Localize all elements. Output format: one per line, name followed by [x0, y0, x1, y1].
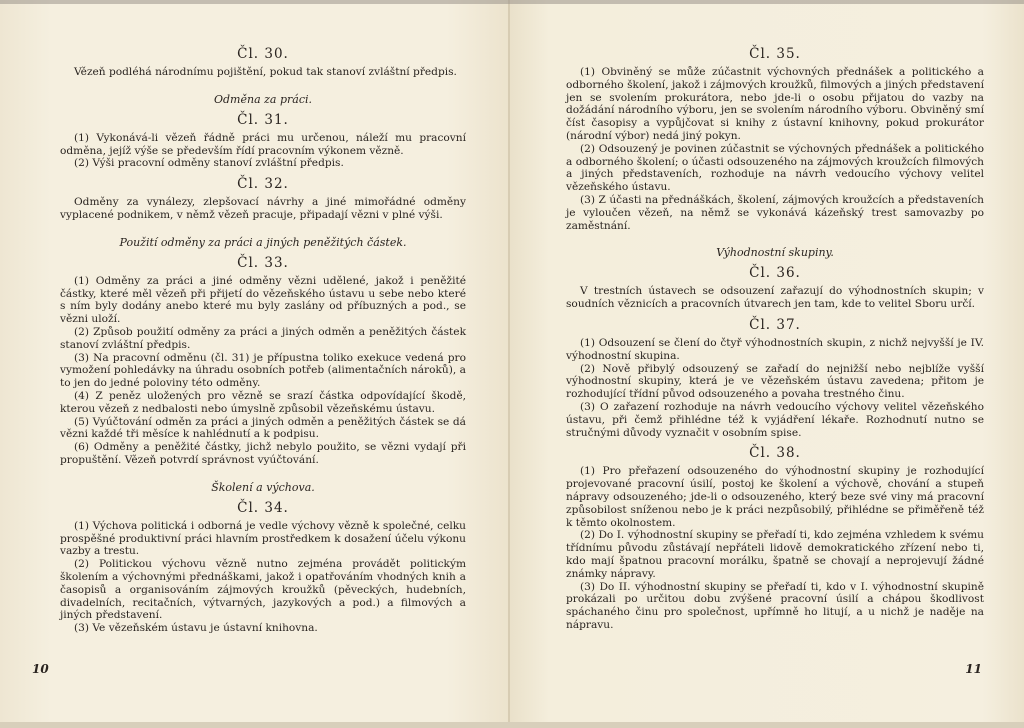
paragraph-number: (2) [580, 142, 599, 155]
paragraph [566, 194, 984, 232]
paragraph-text: Výši pracovní odměny stanoví zvláštní předpis. [92, 157, 344, 170]
paragraph-text: Vyúčtování odměn za práci a jiných odměn a peněžitých částek se dá vězni každé tři měsíce k nahlédnutí a k podpisu. [60, 415, 467, 441]
paragraph [566, 143, 984, 194]
section-heading: Školení a výchova. [211, 480, 315, 494]
article-number: Čl. 30. [237, 46, 289, 62]
paragraph-number: (1) [74, 131, 97, 144]
paragraph-text: Odměny za vynálezy, zlepšovací návrhy a jiné mimořádné odměny vyplacené podnikem, v němž vězeň pracuje, připadají vězni v plné výši. [60, 196, 466, 221]
paragraph-text: Obviněný se může zúčastnit výchovných přednášek a politického a odborného školení, jakož i zájmových kroužků, filmových a jiných představení jen se svolením prokurátora, nebo jde-li o osobu přijatou do vazby na dožádání národního výboru, jen se svolením národního výboru. Obviněný smí číst časopisy a vypůjčovat si knihy z ústavní knihovny, pokud prokurátor (národní výbor) nedá jiný pokyn. [566, 66, 984, 142]
paragraph-number: (2) [74, 157, 93, 170]
paragraph [60, 622, 466, 635]
paragraph-text: Z peněz uložených pro vězně se srazí částka odpovídající škodě, kterou vězeň z nedbalosti nebo úmyslně způsobil vězeňskému ústavu. [60, 389, 467, 415]
paragraph-text: Ve vězeňském ústavu je ústavní knihovna. [92, 622, 318, 635]
paragraph [60, 132, 466, 158]
paragraph [60, 196, 466, 222]
paragraph [566, 529, 984, 580]
paragraph-number: (1) [580, 465, 603, 478]
article-number: Čl. 37. [749, 316, 801, 333]
paragraph-number: (2) [74, 325, 94, 338]
paragraph-number: (2) [74, 558, 99, 571]
paragraph-number: (1) [74, 519, 93, 532]
paragraph-text: Výchova politická i odborná je vedle výchovy vězně k společné, celku prospěšné produktivní práci hlavním prostředkem k dosažení účelu výkonu vazby a trestu. [60, 519, 467, 558]
paragraph-text: Odměny za práci a jiné odměny vězni udělené, jakož i peněžité částky, které měl vězeň při přijetí do vězeňského ústavu u sebe nebo které s ním byly dodány anebo které mu byly zaslány od příbuzných a pod., se vězni uloží. [60, 274, 466, 326]
top-edge-shadow [0, 0, 1024, 4]
paragraph [566, 581, 984, 632]
paragraph-text: Vykonává-li vězeň řádně práci mu určenou, náleží mu pracovní odměna, jejíž výše se především řídí pracovním výkonem vězně. [60, 131, 466, 157]
paragraph-number: (2) [580, 529, 599, 542]
paragraph [60, 558, 466, 622]
paragraph [566, 285, 984, 311]
paragraph-text: Do II. výhodnostní skupiny se přeřadí ti, kdo v I. výhodnostní skupině prokázali po určitou dobu zvýšené pracovní úsilí a chápou škodlivost spáchaného činu pro společnost, upřímně ho litují, a u nichž je naděje na nápravu. [566, 580, 984, 631]
section-heading: Použití odměny za práci a jiných peněžitých částek. [119, 235, 407, 249]
left-page-body [60, 46, 466, 635]
right-page [508, 0, 1024, 728]
article-number: Čl. 35. [749, 46, 801, 62]
paragraph-text: Odsouzený je povinen zúčastnit se výchovných přednášek a politického a odborného školení; o účasti odsouzeného na zájmových kroužcích filmových a jiných představeních, rozhoduje na návrh vedoucího výchovy velitel vězeňského ústavu. [566, 142, 985, 194]
bottom-edge [0, 722, 1024, 728]
paragraph-text: Vězeň podléhá národnímu pojištění, pokud tak stanoví zvláštní předpis. [74, 66, 457, 78]
paragraph-text: O zařazení rozhoduje na návrh vedoucího výchovy velitel vězeňského ústavu, při čemž přihlédne též k vyjádření lékaře. Rozhodnutí nutno se stručnými důvody vyznačit v osobním spise. [566, 400, 985, 439]
paragraph [60, 326, 466, 352]
paragraph-number: (6) [74, 441, 94, 454]
paragraph-text: Pro přeřazení odsouzeného do výhodnostní skupiny je rozhodující projevované pracovní úsilí, postoj ke školení a výchově, chování a stupeň nápravy odsouzeného; jde-li o odsouzeného, který beze své viny má pracovní způsobilost sníženou nebo je k práci nezpůsobilý, přihlédne se přiměřeně též k těmto okolnostem. [566, 465, 985, 529]
paragraph-text: Z účasti na přednáškách, školení, zájmových kroužcích a představeních je vyloučen vězeň, na němž se vykonává kázeňský trest samovazby po zaměstnání. [566, 193, 984, 232]
paragraph [566, 401, 984, 439]
article-number: Čl. 31. [237, 111, 289, 128]
paragraph [60, 66, 466, 79]
paragraph-number: (3) [74, 351, 94, 364]
paragraph-number: (3) [580, 580, 600, 593]
paragraph-number: (2) [580, 362, 603, 375]
paragraph [60, 520, 466, 558]
paragraph [60, 352, 466, 390]
paragraph-number: (3) [580, 193, 599, 206]
paragraph-text: Způsob použití odměny za práci a jiných odměn a peněžitých částek stanoví zvláštní předpis. [60, 325, 466, 351]
paragraph-number: (3) [74, 622, 93, 635]
paragraph-number: (4) [74, 389, 96, 402]
page-number-right: 11 [965, 662, 982, 676]
section-heading: Odměna za práci. [213, 92, 313, 106]
paragraph-number: (3) [580, 400, 600, 413]
paragraph-text: V trestních ústavech se odsouzení zařazují do výhodnostních skupin; v soudních věznicích a pracovních útvarech jen tam, kde to velitel Sboru určí. [566, 285, 984, 311]
paragraph-number: (1) [580, 336, 599, 349]
paragraph-number: (5) [74, 415, 93, 428]
paragraph [60, 157, 466, 170]
paragraph-text: Odsouzení se člení do čtyř výhodnostních skupin, z nichž nejvyšší je IV. výhodnostní skupina. [566, 336, 985, 362]
paragraph [60, 416, 466, 442]
paragraph [566, 465, 984, 529]
article-number: Čl. 38. [749, 445, 801, 462]
paragraph-text: Do I. výhodnostní skupiny se přeřadí ti, kdo zejména vzhledem k svému třídnímu původu zůstávají nepřáteli lidově demokratického zřízení nebo ti, kdo mají špatnou pracovní morálku, špatně se chovají a neprojevují žádné známky nápravy. [566, 529, 984, 580]
article-number: Čl. 34. [237, 499, 289, 516]
article-number: Čl. 36. [749, 265, 801, 282]
paragraph [566, 337, 984, 363]
paragraph-text: Na pracovní odměnu (čl. 31) je přípustna toliko exekuce vedená pro vymožení pohledávky na úhradu osobních potřeb (alimentačních nároků), a to jen do jedné poloviny této odměny. [60, 351, 466, 390]
right-page-body [566, 46, 984, 632]
paragraph-text: Nově přibylý odsouzený se zařadí do nejnižší nebo nejblíže vyšší výhodnostní skupiny, která je ve vězeňském ústavu zavedena; přitom je rozhodující třídní původ odsouzeného a povaha trestného činu. [566, 362, 984, 401]
paragraph [566, 66, 984, 143]
book-gutter [508, 0, 510, 728]
page-number-left: 10 [32, 662, 49, 676]
section-heading: Výhodnostní skupiny. [716, 246, 834, 260]
article-number: Čl. 32. [237, 176, 289, 193]
paragraph [566, 363, 984, 401]
paragraph-text: Odměny a peněžité částky, jichž nebylo použito, se vězni vydají při propuštění. Vězeň potvrdí správnost vyúčtování. [60, 441, 467, 466]
paragraph-number: (1) [580, 66, 602, 78]
paragraph [60, 275, 466, 326]
left-page [0, 0, 508, 728]
paragraph [60, 390, 466, 416]
paragraph [60, 441, 466, 467]
paragraph-text: Politickou výchovu vězně nutno zejména provádět politickým školením a výchovnými přednáškami, jakož i opatřováním vhodných knih a časopisů a organisováním zájmových kroužků (pěveckých, hudebních, divadelních, recitačních, výtvarných, jazykových a pod.) a filmových a jiných představení. [60, 558, 466, 622]
paragraph-number: (1) [74, 274, 96, 287]
article-number: Čl. 33. [237, 254, 289, 271]
